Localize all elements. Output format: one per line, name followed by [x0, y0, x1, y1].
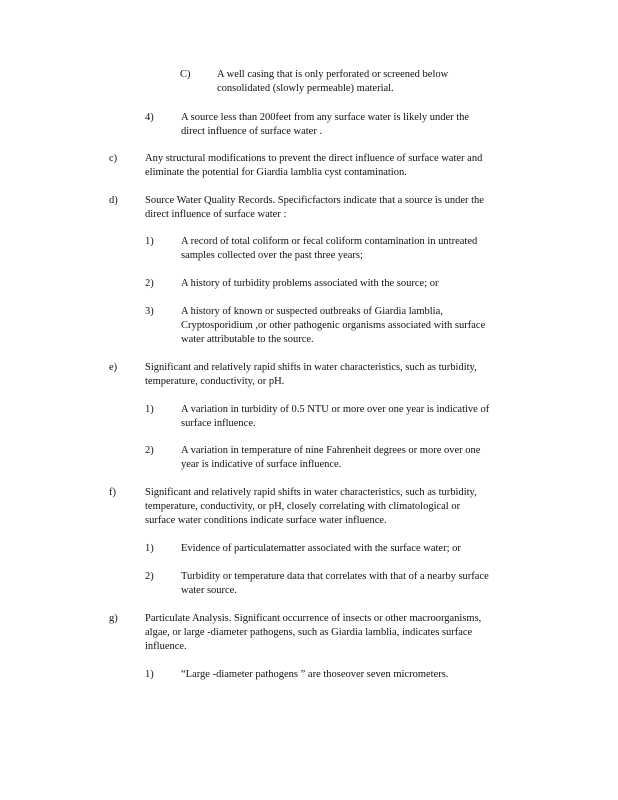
text-line: water source. [181, 584, 237, 596]
text-line: samples collected over the past three years; [181, 249, 363, 261]
text-line: Particulate Analysis. Significant occurrence of insects or other macroorganisms, [145, 613, 482, 624]
text-line: A variation in turbidity of 0.5 NTU or more over one year is indicative of [181, 404, 490, 415]
list-item-text [181, 111, 511, 139]
list-item-text [145, 612, 521, 653]
text-line: year is indicative of surface influence. [181, 458, 342, 470]
text-line: consolidated (slowly permeable) material. [217, 82, 394, 94]
text-line: Source Water Quality Records. Specificfactors indicate that a source is under the [145, 195, 484, 206]
list-item-text [145, 486, 521, 527]
text-line: eliminate the potential for Giardia lamblia cyst contamination. [145, 166, 407, 178]
list-item-text [181, 235, 515, 263]
text-line: Turbidity or temperature data that correlates with that of a nearby surface [181, 571, 489, 582]
text-line: Any structural modifications to prevent the direct influence of surface water and [145, 153, 483, 164]
text-line: Significant and relatively rapid shifts in water characteristics, such as turbidity, [145, 487, 477, 498]
text-line: Cryptosporidium ,or other pathogenic organisms associated with surface [181, 319, 486, 331]
list-item-text [181, 444, 523, 472]
list-item-text [181, 570, 529, 598]
list-marker: 1) [145, 669, 154, 680]
list-item-text [181, 668, 481, 682]
text-line: temperature, conductivity, or pH. [145, 375, 285, 387]
list-item-text [217, 68, 481, 96]
text-line: A well casing that is only perforated or screened below [217, 69, 449, 80]
list-marker: c) [109, 153, 118, 164]
list-marker: 3) [145, 306, 154, 317]
list-marker: 2) [145, 278, 154, 289]
text-line: “Large -diameter pathogens ” are thoseover seven micrometers. [181, 669, 449, 680]
text-line: surface influence. [181, 417, 256, 429]
text-line: direct influence of surface water : [145, 208, 287, 220]
text-line: Significant and relatively rapid shifts in water characteristics, such as turbidity, [145, 362, 477, 373]
list-item-text [181, 277, 481, 291]
text-line: water attributable to the source. [181, 333, 314, 345]
list-item-text [145, 361, 517, 389]
list-marker: e) [109, 362, 118, 373]
list-marker: 2) [145, 445, 154, 456]
text-line: Evidence of particulatematter associated with the surface water; or [181, 543, 461, 554]
list-marker: 2) [145, 571, 154, 582]
list-marker: d) [109, 195, 118, 206]
list-marker: 1) [145, 236, 154, 247]
list-marker: C) [180, 69, 191, 80]
text-line: surface water conditions indicate surface water influence. [145, 514, 387, 526]
list-marker: 1) [145, 404, 154, 415]
text-line: algae, or large -diameter pathogens, such as Giardia lamblia, indicates surface [145, 626, 473, 638]
text-line: A variation in temperature of nine Fahrenheit degrees or more over one [181, 445, 481, 456]
text-line: direct influence of surface water . [181, 125, 323, 137]
text-line: A record of total coliform or fecal coliform contamination in untreated [181, 236, 478, 247]
list-item-text [181, 542, 503, 556]
list-item-text [181, 403, 535, 431]
list-marker: g) [109, 613, 118, 624]
text-line: influence. [145, 640, 187, 652]
list-marker: 4) [145, 112, 154, 123]
text-line: A source less than 200feet from any surface water is likely under the [181, 112, 470, 123]
list-item-text [145, 152, 531, 180]
list-marker: 1) [145, 543, 154, 554]
list-item-text [145, 194, 537, 222]
text-line: A history of turbidity problems associated with the source; or [181, 278, 439, 289]
text-line: A history of known or suspected outbreaks of Giardia lamblia, [181, 306, 443, 317]
list-item-text [181, 305, 523, 346]
text-line: temperature, conductivity, or pH, closely correlating with climatological or [145, 500, 461, 512]
list-marker: f) [109, 487, 116, 498]
